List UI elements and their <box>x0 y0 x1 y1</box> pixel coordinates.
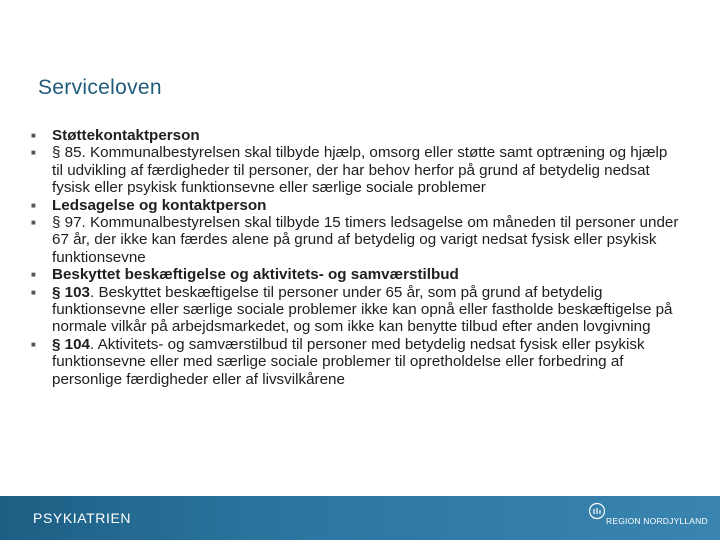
list-item-lead: § 104 <box>52 335 91 353</box>
list-item-lead: § 103 <box>52 283 91 301</box>
list-item-text: . Beskyttet beskæftigelse til personer under 65 år, som på grund af betydelig funktionsevne eller særlige sociale problemer ikke kan opnå eller fastholde beskæftigelse på normale vilkår på arbejdsmarkedet, og som ikke kan benytte tilbud efter anden lovgivning <box>52 283 673 336</box>
bullet-icon: ■ <box>31 339 36 349</box>
list-item-text: Støttekontaktperson <box>52 127 200 144</box>
list-item-text: Beskyttet beskæftigelse og aktivitets- og samværstilbud <box>52 266 459 284</box>
list-item-text: . Aktivitets- og samværstilbud til personer med betydelig nedsat fysisk eller psykisk funktionsevne eller med særlige sociale problemer til opretholdelse eller forbedring af personlige færdigheder eller af livsvilkårene <box>52 335 645 388</box>
bullet-icon: ■ <box>31 148 36 158</box>
list-item <box>30 336 680 388</box>
list-item <box>30 266 680 283</box>
list-item-text: Ledsagelse og kontaktperson <box>52 196 267 214</box>
bullet-icon: ■ <box>31 270 36 280</box>
bullet-list <box>30 127 680 388</box>
list-item <box>30 144 680 196</box>
list-item <box>30 197 680 214</box>
list-item-text: § 85. Kommunalbestyrelsen skal tilbyde hjælp, omsorg eller støtte samt optræning og hjælp til udvikling af færdigheder til personer, der har behov herfor på grund af betydelig nedsat fysisk eller psykisk funktionsevne eller særlige sociale problemer <box>52 144 668 197</box>
list-item <box>30 214 680 266</box>
footer-bar <box>0 496 720 540</box>
list-item <box>30 127 680 144</box>
footer-region: REGION NORDJYLLAND <box>606 516 708 526</box>
bullet-icon: ■ <box>31 200 36 210</box>
region-logo-icon <box>588 502 606 520</box>
bullet-icon: ■ <box>31 287 36 297</box>
footer-brand: PSYKIATRIEN <box>33 510 132 526</box>
bullet-icon: ■ <box>31 218 36 228</box>
list-item-text: § 97. Kommunalbestyrelsen skal tilbyde 15 timers ledsagelse om måneden til personer under 67 år, der ikke kan færdes alene på grund af betydelig og varigt nedsat fysisk eller psykisk funktionsevne <box>52 214 679 266</box>
list-item <box>30 284 680 336</box>
bullet-icon: ■ <box>31 131 36 140</box>
page-title: Serviceloven <box>38 76 162 99</box>
